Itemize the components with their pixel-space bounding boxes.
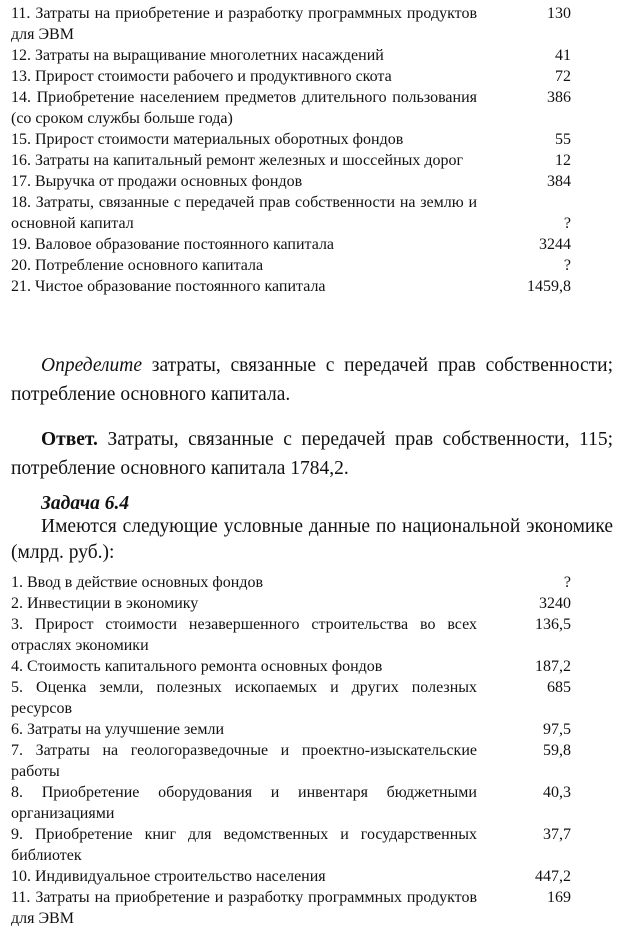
- item-label: 20. Потребление основного капитала: [11, 257, 264, 274]
- answer-lead: Ответ.: [41, 429, 98, 450]
- item-value: 3240: [539, 595, 571, 612]
- list-item: [11, 866, 571, 887]
- list-item: [11, 87, 571, 129]
- list-item: [11, 719, 571, 740]
- list-item: [11, 656, 571, 677]
- item-label: 10. Индивидуальное строительство населения: [11, 868, 326, 885]
- question-text: затраты, связанные с передачей прав собственности; потребление основного капитала.: [11, 355, 613, 405]
- list-item: [11, 150, 571, 171]
- answer-paragraph: [11, 425, 613, 483]
- list-item: [11, 887, 571, 929]
- list-item: [11, 677, 571, 719]
- item-label: 8. Приобретение оборудования и инвентаря бюджетными организациями: [11, 784, 477, 822]
- item-value: ?: [563, 257, 571, 274]
- item-label: 17. Выручка от продажи основных фондов: [11, 173, 303, 190]
- item-label: 1. Ввод в действие основных фондов: [11, 574, 264, 591]
- item-label: 7. Затраты на геологоразведочные и проектно-изыскательские работы: [11, 742, 477, 780]
- item-value: 59,8: [543, 742, 571, 759]
- list-item: [11, 824, 571, 866]
- list-item: [11, 66, 571, 87]
- item-label: 4. Стоимость капитального ремонта основных фондов: [11, 658, 383, 675]
- item-label: 15. Прирост стоимости материальных оборотных фондов: [11, 131, 404, 148]
- item-label: 14. Приобретение населением предметов длительного пользования (со сроком службы больше года): [11, 89, 477, 127]
- item-value: 187,2: [535, 658, 571, 675]
- item-label: 21. Чистое образование постоянного капитала: [11, 278, 326, 295]
- item-value: 136,5: [535, 616, 571, 633]
- item-value: 55: [555, 131, 571, 148]
- item-value: ?: [563, 574, 571, 591]
- item-label: 19. Валовое образование постоянного капитала: [11, 236, 335, 253]
- item-label: 11. Затраты на приобретение и разработку программных продуктов для ЭВМ: [11, 889, 477, 927]
- question-lead: Определите: [41, 355, 143, 376]
- item-label: 2. Инвестиции в экономику: [11, 595, 199, 612]
- item-label: 5. Оценка земли, полезных ископаемых и других полезных ресурсов: [11, 679, 477, 717]
- task-title: Задача 6.4: [41, 493, 130, 514]
- item-value: 3244: [539, 236, 571, 253]
- item-label: 9. Приобретение книг для ведомственных и государственных библиотек: [11, 826, 477, 864]
- item-value: 97,5: [543, 721, 571, 738]
- item-value: 1459,8: [527, 278, 571, 295]
- list-item: [11, 192, 571, 234]
- data-list-bottom: [11, 572, 571, 929]
- list-item: [11, 45, 571, 66]
- item-label: 3. Прирост стоимости незавершенного строительства во всех отраслях экономики: [11, 616, 477, 654]
- list-item: [11, 276, 571, 297]
- item-label: 6. Затраты на улучшение земли: [11, 721, 225, 738]
- list-item: [11, 171, 571, 192]
- item-value: 384: [547, 173, 571, 190]
- item-value: 386: [547, 89, 571, 106]
- item-value: 41: [555, 47, 571, 64]
- item-label: 16. Затраты на капитальный ремонт железных и шоссейных дорог: [11, 152, 464, 169]
- answer-text: Затраты, связанные с передачей прав собственности, 115; потребление основного капитала 1784,2.: [11, 429, 613, 479]
- list-item: [11, 593, 571, 614]
- item-label: 11. Затраты на приобретение и разработку программных продуктов для ЭВМ: [11, 5, 477, 43]
- item-value: 130: [547, 5, 571, 22]
- data-list-top: [11, 3, 571, 297]
- list-item: [11, 572, 571, 593]
- item-value: 40,3: [543, 784, 571, 801]
- item-value: ?: [563, 215, 571, 232]
- list-item: [11, 614, 571, 656]
- item-label: 12. Затраты на выращивание многолетних насаждений: [11, 47, 384, 64]
- list-item: [11, 129, 571, 150]
- list-item: [11, 782, 571, 824]
- item-value: 72: [555, 68, 571, 85]
- item-label: 13. Прирост стоимости рабочего и продуктивного скота: [11, 68, 392, 85]
- question-paragraph: [11, 351, 613, 409]
- item-value: 685: [547, 679, 571, 696]
- item-value: 169: [547, 889, 571, 906]
- item-value: 37,7: [543, 826, 571, 843]
- item-value: 12: [555, 152, 571, 169]
- list-item: [11, 3, 571, 45]
- list-item: [11, 740, 571, 782]
- item-label: 18. Затраты, связанные с передачей прав собственности на землю и основной капитал: [11, 194, 477, 232]
- list-item: [11, 255, 571, 276]
- item-value: 447,2: [535, 868, 571, 885]
- task-intro: Имеются следующие условные данные по национальной экономике (млрд. руб.):: [11, 516, 613, 563]
- list-item: [11, 234, 571, 255]
